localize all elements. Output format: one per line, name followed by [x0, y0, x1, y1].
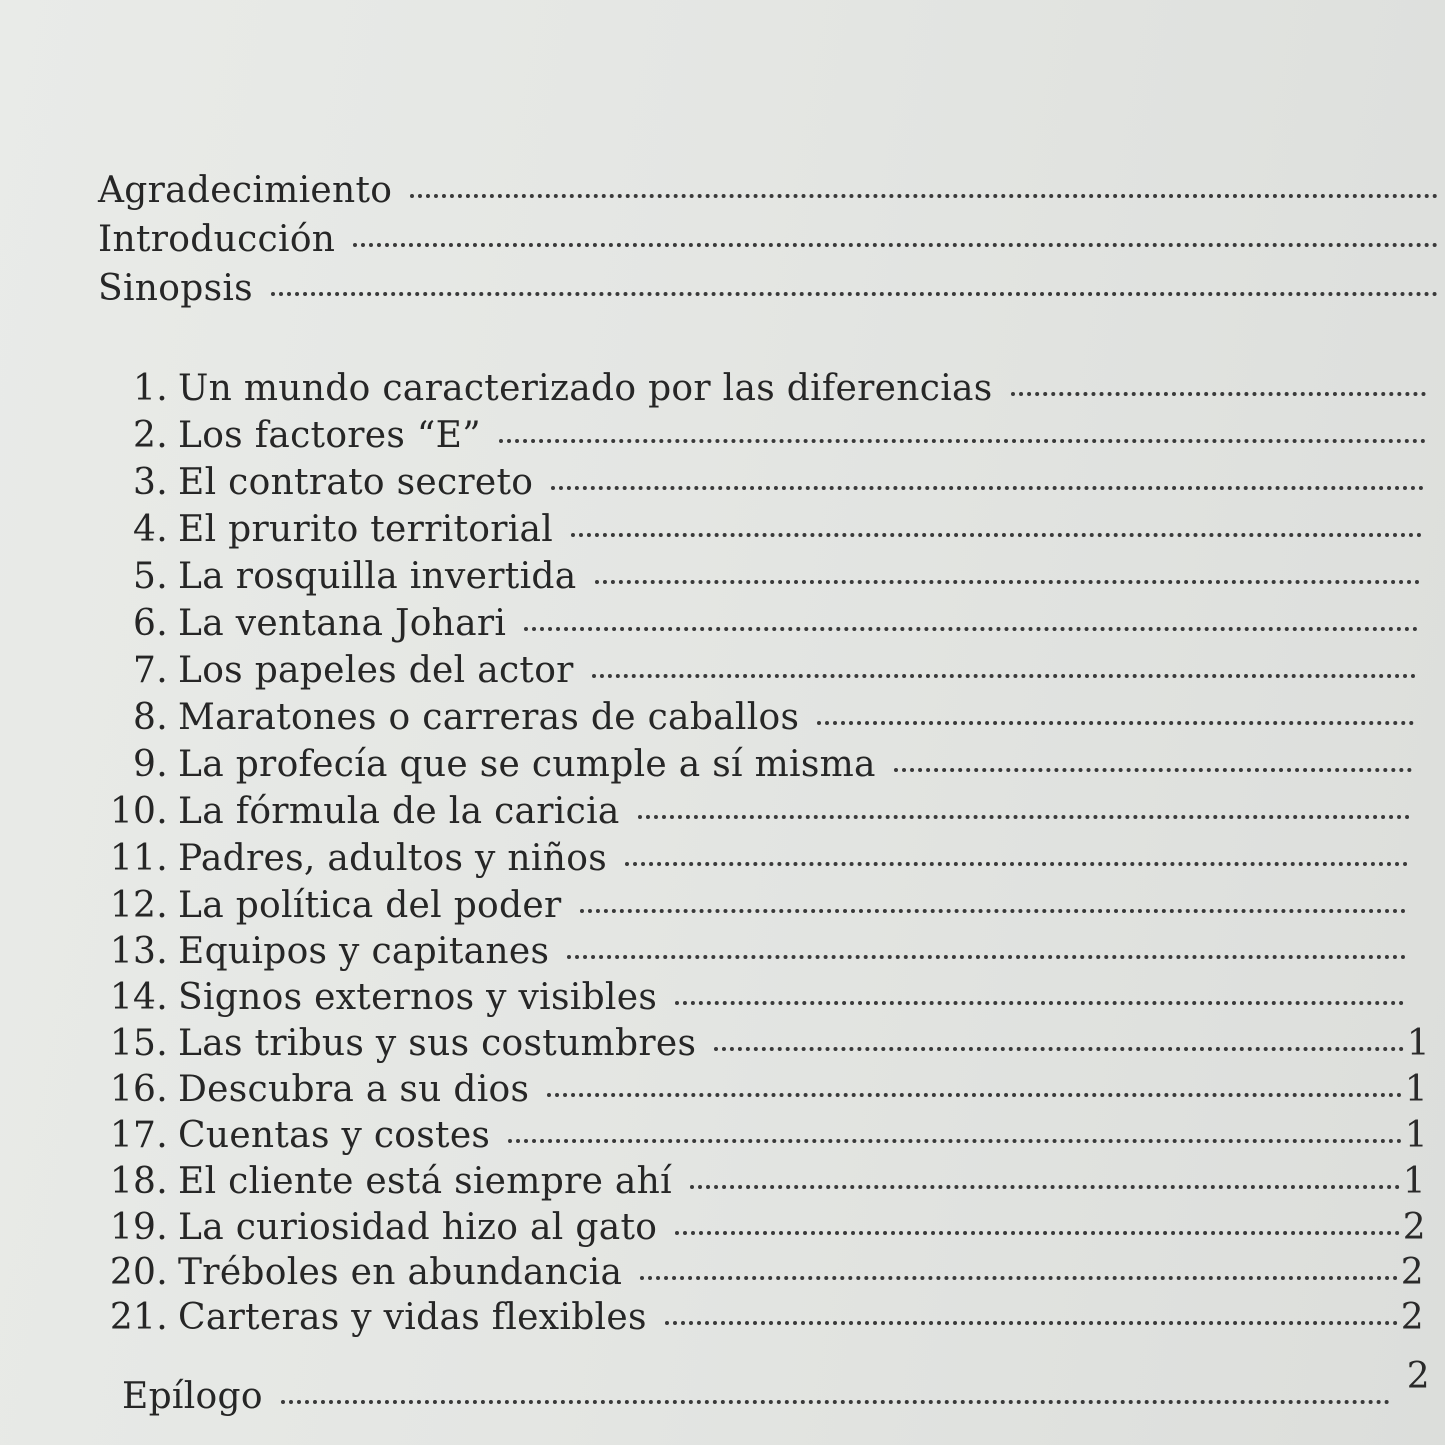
chapter-title: Tréboles en abundancia: [178, 1252, 623, 1293]
toc-entry-chapter: [108, 1115, 1428, 1161]
entry-title: Epílogo: [122, 1376, 263, 1417]
toc-entry-chapter: [120, 509, 1422, 555]
chapter-number: 1.: [133, 368, 168, 409]
toc-entry-chapter: [108, 1297, 1424, 1343]
toc-entry-chapter: [108, 791, 1410, 837]
dot-leader: [625, 862, 1408, 866]
chapter-title: Equipos y capitanes: [178, 931, 550, 972]
dot-leader: [592, 674, 1416, 678]
chapter-title: Signos externos y visibles: [178, 977, 658, 1018]
toc-entry-chapter: [120, 556, 1420, 602]
toc-entry-front-matter: [98, 219, 1438, 265]
dot-leader: [508, 1139, 1402, 1143]
chapter-title: La curiosidad hizo al gato: [178, 1207, 658, 1248]
toc-entry-chapter: [120, 744, 1412, 790]
entry-title: Agradecimiento: [98, 170, 393, 211]
chapter-title: Las tribus y sus costumbres: [178, 1023, 697, 1064]
chapter-number: 16.: [109, 1069, 168, 1110]
page-number: 2: [1400, 1297, 1424, 1338]
dot-leader: [551, 486, 1424, 490]
dot-leader: [281, 1400, 1390, 1404]
chapter-number: 17.: [109, 1115, 168, 1156]
toc-entry-chapter: [108, 1207, 1426, 1253]
toc-entry-chapter: [120, 415, 1426, 461]
chapter-title: Descubra a su dios: [178, 1069, 530, 1110]
chapter-number: 2.: [133, 415, 168, 456]
chapter-number: 21.: [109, 1297, 168, 1338]
dot-leader: [547, 1093, 1402, 1097]
page-number: 2: [1400, 1252, 1424, 1293]
page-number: 2: [1406, 1356, 1430, 1397]
chapter-number: 4.: [133, 509, 168, 550]
dot-leader: [690, 1185, 1400, 1189]
chapter-number: 7.: [133, 650, 168, 691]
toc-entry-chapter: [120, 368, 1426, 414]
page-number: 1: [1404, 1115, 1428, 1156]
chapter-number: 11.: [109, 838, 168, 879]
toc-entry-chapter: [108, 977, 1404, 1023]
dot-leader: [638, 815, 1410, 819]
chapter-title: La política del poder: [178, 885, 562, 926]
dot-leader: [714, 1047, 1404, 1051]
toc-entry-chapter: [108, 885, 1406, 931]
dot-leader: [1011, 392, 1426, 396]
chapter-title: El prurito territorial: [178, 509, 554, 550]
page-number: 1: [1402, 1161, 1426, 1202]
chapter-number: 14.: [109, 977, 168, 1018]
chapter-number: 13.: [109, 931, 168, 972]
chapter-number: 9.: [133, 744, 168, 785]
chapter-title: Carteras y vidas flexibles: [178, 1297, 647, 1338]
toc-entry-chapter: [108, 1023, 1430, 1069]
toc-entry-chapter: [120, 462, 1424, 508]
toc-entry-back-matter: [122, 1356, 1430, 1422]
page-number: 1: [1404, 1069, 1428, 1110]
chapter-title: El cliente está siempre ahí: [178, 1161, 672, 1202]
chapter-number: 19.: [109, 1207, 168, 1248]
dot-leader: [410, 194, 1438, 198]
dot-leader: [640, 1276, 1398, 1280]
chapter-title: Los papeles del actor: [178, 650, 574, 691]
chapter-number: 3.: [133, 462, 168, 503]
chapter-number: 20.: [109, 1252, 168, 1293]
toc-entry-chapter: [120, 650, 1416, 696]
dot-leader: [675, 1001, 1404, 1005]
toc-entry-chapter: [120, 603, 1418, 649]
entry-title: Sinopsis: [98, 268, 253, 309]
chapter-title: Padres, adultos y niños: [178, 838, 607, 879]
chapter-title: La ventana Johari: [178, 603, 507, 644]
dot-leader: [894, 768, 1412, 772]
chapter-number: 5.: [133, 556, 168, 597]
toc-entry-front-matter: [98, 170, 1438, 216]
chapter-number: 10.: [109, 791, 168, 832]
chapter-title: Un mundo caracterizado por las diferencias: [178, 368, 993, 409]
chapter-title: La rosquilla invertida: [178, 556, 577, 597]
page-number: 1: [1406, 1023, 1430, 1064]
toc-entry-front-matter: [98, 268, 1438, 314]
page-number: 2: [1402, 1207, 1426, 1248]
chapter-number: 6.: [133, 603, 168, 644]
dot-leader: [499, 439, 1426, 443]
toc-entry-chapter: [108, 838, 1408, 884]
chapter-title: El contrato secreto: [178, 462, 534, 503]
dot-leader: [665, 1321, 1398, 1325]
dot-leader: [524, 627, 1418, 631]
dot-leader: [567, 955, 1406, 959]
chapter-number: 8.: [133, 697, 168, 738]
toc-entry-chapter: [108, 1252, 1424, 1298]
chapter-title: Cuentas y costes: [178, 1115, 491, 1156]
toc-entry-chapter: [108, 1069, 1428, 1115]
chapter-number: 12.: [109, 885, 168, 926]
chapter-number: 15.: [109, 1023, 168, 1064]
dot-leader: [580, 909, 1407, 913]
dot-leader: [595, 580, 1421, 584]
toc-entry-chapter: [120, 697, 1414, 743]
chapter-title: Los factores “E”: [178, 415, 481, 456]
toc-entry-chapter: [108, 931, 1406, 977]
chapter-number: 18.: [109, 1161, 168, 1202]
dot-leader: [571, 533, 1422, 537]
dot-leader: [675, 1231, 1400, 1235]
chapter-title: La fórmula de la caricia: [178, 791, 620, 832]
chapter-title: Maratones o carreras de caballos: [178, 697, 800, 738]
entry-title: Introducción: [98, 219, 336, 260]
dot-leader: [817, 721, 1414, 725]
dot-leader: [353, 243, 1438, 247]
dot-leader: [271, 292, 1438, 296]
chapter-title: La profecía que se cumple a sí misma: [178, 744, 876, 785]
toc-entry-chapter: [108, 1161, 1426, 1207]
